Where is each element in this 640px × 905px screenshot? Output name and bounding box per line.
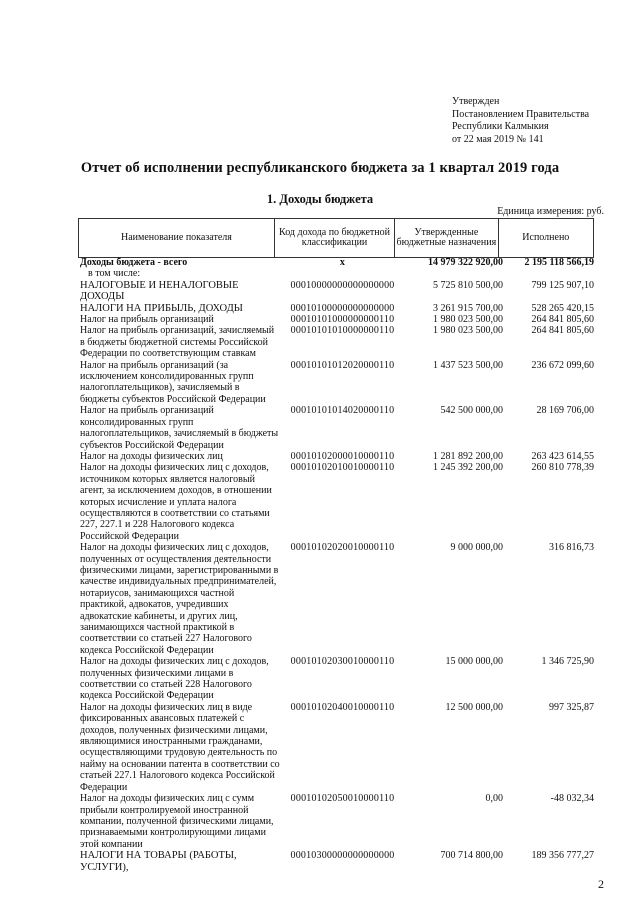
row-name: Налог на прибыль организаций	[80, 314, 214, 326]
table-row	[80, 360, 594, 406]
table-row-incl	[80, 268, 594, 279]
row-plan: 700 714 800,00	[440, 850, 503, 862]
table-row	[80, 656, 594, 702]
row-name: НАЛОГИ НА ПРИБЫЛЬ, ДОХОДЫ	[80, 302, 243, 314]
section-title: 1. Доходы бюджета	[266, 192, 374, 206]
row-plan: 542 500 000,00	[440, 405, 503, 417]
row-plan: 0,00	[485, 793, 503, 805]
row-exec: 236 672 099,60	[531, 359, 594, 371]
column-header-exec: Исполнено	[522, 231, 570, 243]
row-exec: 264 841 805,60	[531, 325, 594, 337]
row-code: 00010101010000000110	[290, 325, 395, 337]
income-table	[80, 257, 594, 873]
row-code: 00010300000000000000	[290, 850, 395, 862]
column-header-code: Код дохода по бюджетной классификации	[275, 219, 395, 257]
row-exec: 1 346 725,90	[541, 656, 594, 668]
column-header-plan: Утвержденные бюджетные назначения	[395, 219, 498, 257]
row-name: Налог на доходы физических лиц в виде фиксированных авансовых платежей с доходов, полученных физическими лицами, являющимися иностранными гражданами, осуществляющими трудовую деятельность по найму на основании патента в соответствии со статьей 227.1 Налогового кодекса Российской Федерации	[80, 701, 280, 793]
table-row	[80, 303, 594, 314]
table-row	[80, 451, 594, 462]
row-code: 00010100000000000000	[290, 302, 395, 314]
row-name: Налог на доходы физических лиц с сумм прибыли контролируемой иностранной компании, полученной физическими лицами, признаваемыми контролирующими лицами этой компании	[80, 793, 274, 850]
row-code: 00010102010010000110	[290, 462, 395, 474]
approval-line-3: Республики Калмыкия	[452, 121, 549, 132]
row-exec: 264 841 805,60	[531, 314, 594, 326]
row-name: Налог на прибыль организаций (за исключением консолидированных групп налогоплательщиков), зачисляемый в бюджеты субъектов Российской Федерации	[80, 359, 266, 405]
approval-line-1: Утвержден	[452, 96, 500, 107]
table-header	[78, 218, 594, 258]
table-row-total	[80, 257, 594, 268]
row-code: 00010102000010000110	[290, 450, 395, 462]
row-name: Налог на доходы физических лиц	[80, 450, 223, 462]
table-row	[80, 793, 594, 850]
row-plan: 3 261 915 700,00	[433, 302, 503, 314]
row-code: 00010000000000000000	[290, 279, 395, 291]
row-plan: 14 979 322 920,00	[428, 257, 503, 268]
row-code: 00010102030010000110	[290, 656, 395, 668]
row-name: Налог на прибыль организаций, зачисляемый в бюджеты бюджетной системы Российской Федерации по соответствующим ставкам	[80, 325, 275, 360]
approval-block	[452, 96, 589, 146]
row-exec: 799 125 907,10	[531, 279, 594, 291]
row-name: в том числе:	[88, 268, 141, 280]
row-exec: 2 195 118 566,19	[524, 257, 594, 268]
row-code: 00010101012020000110	[290, 359, 395, 371]
row-name: НАЛОГОВЫЕ И НЕНАЛОГОВЫЕ ДОХОДЫ	[80, 279, 239, 303]
approval-line-4: от 22 мая 2019 № 141	[452, 133, 544, 145]
column-header-name: Наименование показателя	[79, 219, 275, 257]
units-label: Единица измерения: руб.	[497, 206, 604, 217]
row-exec: 316 816,73	[549, 542, 594, 554]
row-exec: 189 356 777,27	[531, 850, 594, 862]
row-code: 00010102040010000110	[290, 701, 395, 713]
row-name: Доходы бюджета - всего	[80, 257, 188, 268]
row-plan: 1 437 523 500,00	[433, 359, 503, 371]
row-code: 00010101014020000110	[290, 405, 395, 417]
table-row	[80, 850, 594, 873]
row-name: Налог на доходы физических лиц с доходов, полученных физическими лицами в соответствии со статьей 228 Налогового кодекса Российской Федерации	[80, 656, 269, 702]
row-code: x	[339, 257, 346, 268]
row-exec: -48 032,34	[550, 793, 594, 805]
row-plan: 12 500 000,00	[445, 701, 503, 713]
row-name: Налог на доходы физических лиц с доходов, полученных от осуществления деятельности физическими лицами, зарегистрированными в качестве индивидуальных предпринимателей, нотариусов, занимающихся частной практикой, адвокатов, учредивших адвокатские кабинеты, и других лиц, занимающихся частной практикой в соответствии со статьей 227 Налогового кодекса Российской Федерации	[80, 542, 279, 656]
row-plan: 9 000 000,00	[450, 542, 503, 554]
table-row	[80, 702, 594, 793]
row-plan: 1 980 023 500,00	[433, 314, 503, 326]
row-name: Налог на прибыль организаций консолидированных групп налогоплательщиков, зачисляемый в бюджеты субъектов Российской Федерации	[80, 405, 279, 451]
page-number: 2	[598, 877, 604, 891]
row-plan: 1 980 023 500,00	[433, 325, 503, 337]
row-plan: 1 245 392 200,00	[433, 462, 503, 474]
row-code: 00010102050010000110	[290, 793, 395, 805]
row-code: 00010101000000000110	[290, 314, 395, 326]
table-row	[80, 314, 594, 325]
row-plan: 5 725 810 500,00	[433, 279, 503, 291]
table-row	[80, 405, 594, 451]
document-title: Отчет об исполнении республиканского бюджета за 1 квартал 2019 года	[80, 160, 560, 176]
row-exec: 528 265 420,15	[531, 302, 594, 314]
row-name: НАЛОГИ НА ТОВАРЫ (РАБОТЫ, УСЛУГИ),	[80, 850, 237, 873]
table-row	[80, 280, 594, 303]
table-row	[80, 325, 594, 359]
table-row	[80, 462, 594, 542]
table-row	[80, 542, 594, 656]
row-plan: 1 281 892 200,00	[433, 450, 503, 462]
approval-line-2: Постановлением Правительства	[452, 108, 590, 120]
row-plan: 15 000 000,00	[445, 656, 503, 668]
row-exec: 263 423 614,55	[531, 450, 594, 462]
row-exec: 260 810 778,39	[531, 462, 594, 474]
row-code: 00010102020010000110	[290, 542, 395, 554]
row-exec: 28 169 706,00	[536, 405, 594, 417]
row-name: Налог на доходы физических лиц с доходов, источником которых является налоговый агент, за исключением доходов, в отношении которых исчисление и уплата налога осуществляются в соответствии со статьями 227, 227.1 и 228 Налогового кодекса Российской Федерации	[80, 462, 272, 542]
row-exec: 997 325,87	[549, 701, 594, 713]
